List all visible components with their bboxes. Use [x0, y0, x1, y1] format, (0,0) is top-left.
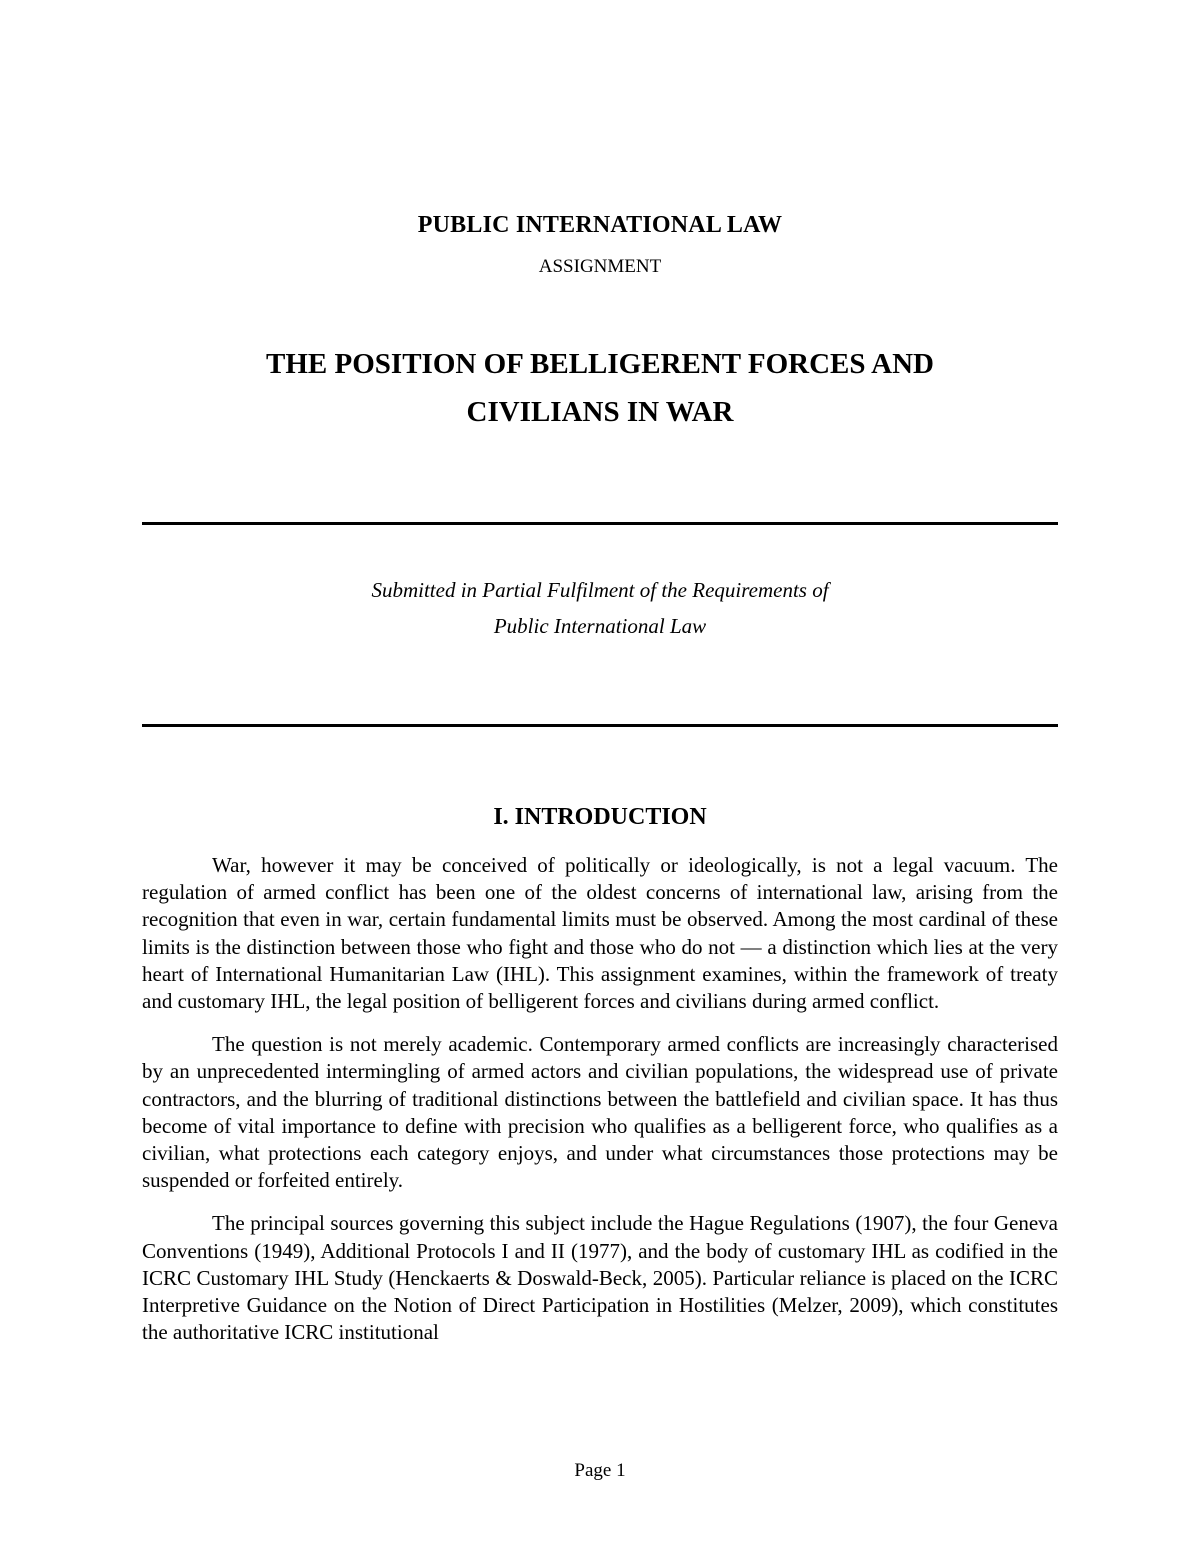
paragraph: The question is not merely academic. Contemporary armed conflicts are increasingly characterised by an unprecedented intermingling of armed actors and civilian populations, the widespread use of private contractors, and the blurring of traditional distinctions between the battlefield and civilian space. It has thus become of vital importance to define with precision who qualifies as a belligerent force, who qualifies as a civilian, what protections each category enjoys, and under what circumstances those protections may be suspended or forfeited entirely. [142, 1032, 1058, 1193]
submission-line-1: Submitted in Partial Fulfilment of the Requirements of [371, 578, 829, 602]
page-number: Page 1 [574, 1460, 626, 1481]
introduction-body [142, 852, 1058, 1362]
submission-line-2: Public International Law [493, 614, 707, 638]
assignment-label: ASSIGNMENT [538, 256, 662, 277]
paragraph: War, however it may be conceived of politically or ideologically, is not a legal vacuum. The regulation of armed conflict has been one of the oldest concerns of international law, arising from the recognition that even in war, certain fundamental limits must be observed. Among the most cardinal of these limits is the distinction between those who fight and those who do not — a distinction which lies at the very heart of International Humanitarian Law (IHL). This assignment examines, within the framework of treaty and customary IHL, the legal position of belligerent forces and civilians during armed conflict. [142, 853, 1058, 1014]
course-title: PUBLIC INTERNATIONAL LAW [417, 212, 783, 238]
assignment-title-line-2: CIVILIANS IN WAR [466, 396, 734, 428]
assignment-title [0, 340, 1200, 436]
bottom-divider [142, 724, 1058, 727]
assignment-title-line-1: THE POSITION OF BELLIGERENT FORCES AND [266, 348, 934, 380]
top-divider [142, 522, 1058, 525]
submission-statement [0, 572, 1200, 644]
section-heading: I. INTRODUCTION [493, 804, 707, 830]
paragraph: The principal sources governing this subject include the Hague Regulations (1907), the four Geneva Conventions (1949), Additional Protocols I and II (1977), and the body of customary IHL as codified in the ICRC Customary IHL Study (Henckaerts & Doswald-Beck, 2005). Particular reliance is placed on the ICRC Interpretive Guidance on the Notion of Direct Participation in Hostilities (Melzer, 2009), which constitutes the authoritative ICRC institutional [142, 1211, 1058, 1345]
